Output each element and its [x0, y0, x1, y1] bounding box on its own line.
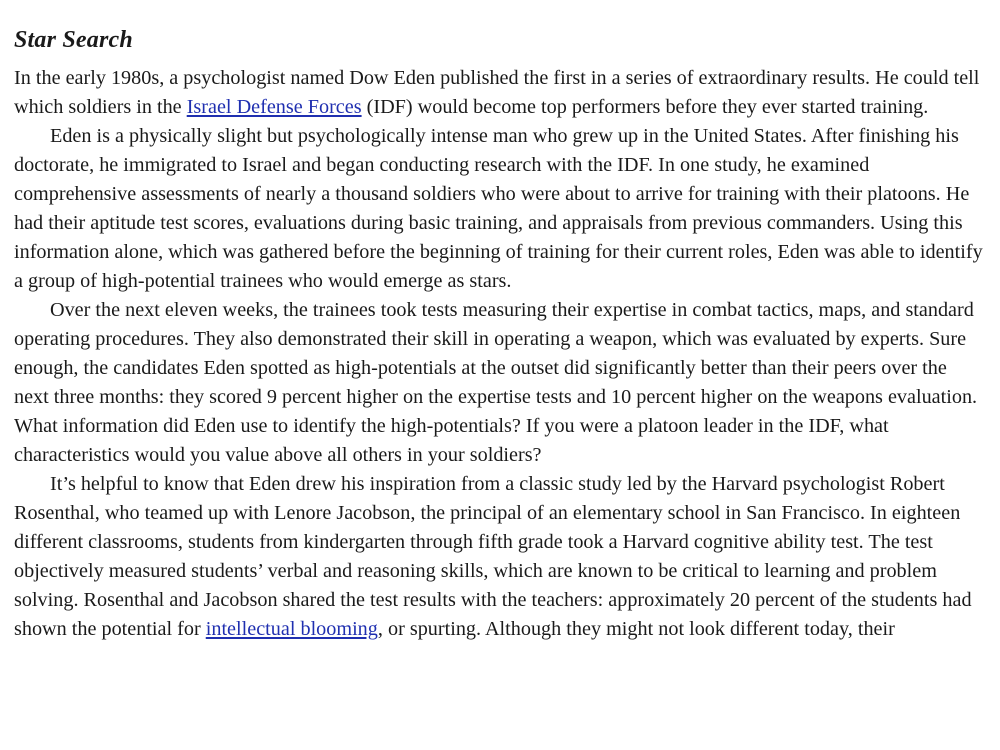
intellectual-blooming-link[interactable]: intellectual blooming: [205, 618, 378, 640]
paragraph-4: [14, 470, 986, 644]
paragraph-2: Eden is a physically slight but psychologically intense man who grew up in the United States. After finishing his doctorate, he immigrated to Israel and began conducting research with the IDF. In one study, he examined comprehensive assessments of nearly a thousand soldiers who were about to arrive for training with their platoons. He had their aptitude test scores, evaluations during basic training, and appraisals from previous commanders. Using this information alone, which was gathered before the beginning of training for their current roles, Eden was able to identify a group of high-potential trainees who would emerge as stars.: [14, 125, 983, 292]
paragraph-3: Over the next eleven weeks, the trainees took tests measuring their expertise in combat tactics, maps, and standard operating procedures. They also demonstrated their skill in operating a weapon, which was evaluated by experts. Sure enough, the candidates Eden spotted as high-potentials at the outset did significantly better than their peers over the next three months: they scored 9 percent higher on the expertise tests and 10 percent higher on the weapons evaluation. What information did Eden use to identify the high-potentials? If you were a platoon leader in the IDF, what characteristics would you value above all others in your soldiers?: [14, 299, 978, 466]
paragraph-4-text-start: It’s helpful to know that Eden drew his inspiration from a classic study led by the Harvard psychologist Robert Rosenthal, who teamed up with Lenore Jacobson, the principal of an elementary school in San Francisco. In eighteen different classrooms, students from kindergarten through fifth grade took a Harvard cognitive ability test. The test objectively measured students’ verbal and reasoning skills, which are known to be critical to learning and problem solving. Rosenthal and Jacobson shared the test results with the teachers: approximately 20 percent of the students had shown the potential for: [14, 473, 972, 640]
paragraph-1-text-start: In the early 1980s, a psychologist named Dow Eden published the first in a series of extraordinary results. He could tell which soldiers in the: [14, 67, 980, 118]
paragraph-4-text-end: , or spurting. Although they might not look different today, their: [377, 618, 895, 640]
document-content: [14, 24, 986, 644]
section-title: Star Search: [14, 27, 133, 53]
paragraph-1-text-end: (IDF) would become top performers before they ever started training.: [361, 96, 929, 118]
paragraph-1: [14, 64, 986, 122]
israel-defense-forces-link[interactable]: Israel Defense Forces: [186, 96, 362, 118]
